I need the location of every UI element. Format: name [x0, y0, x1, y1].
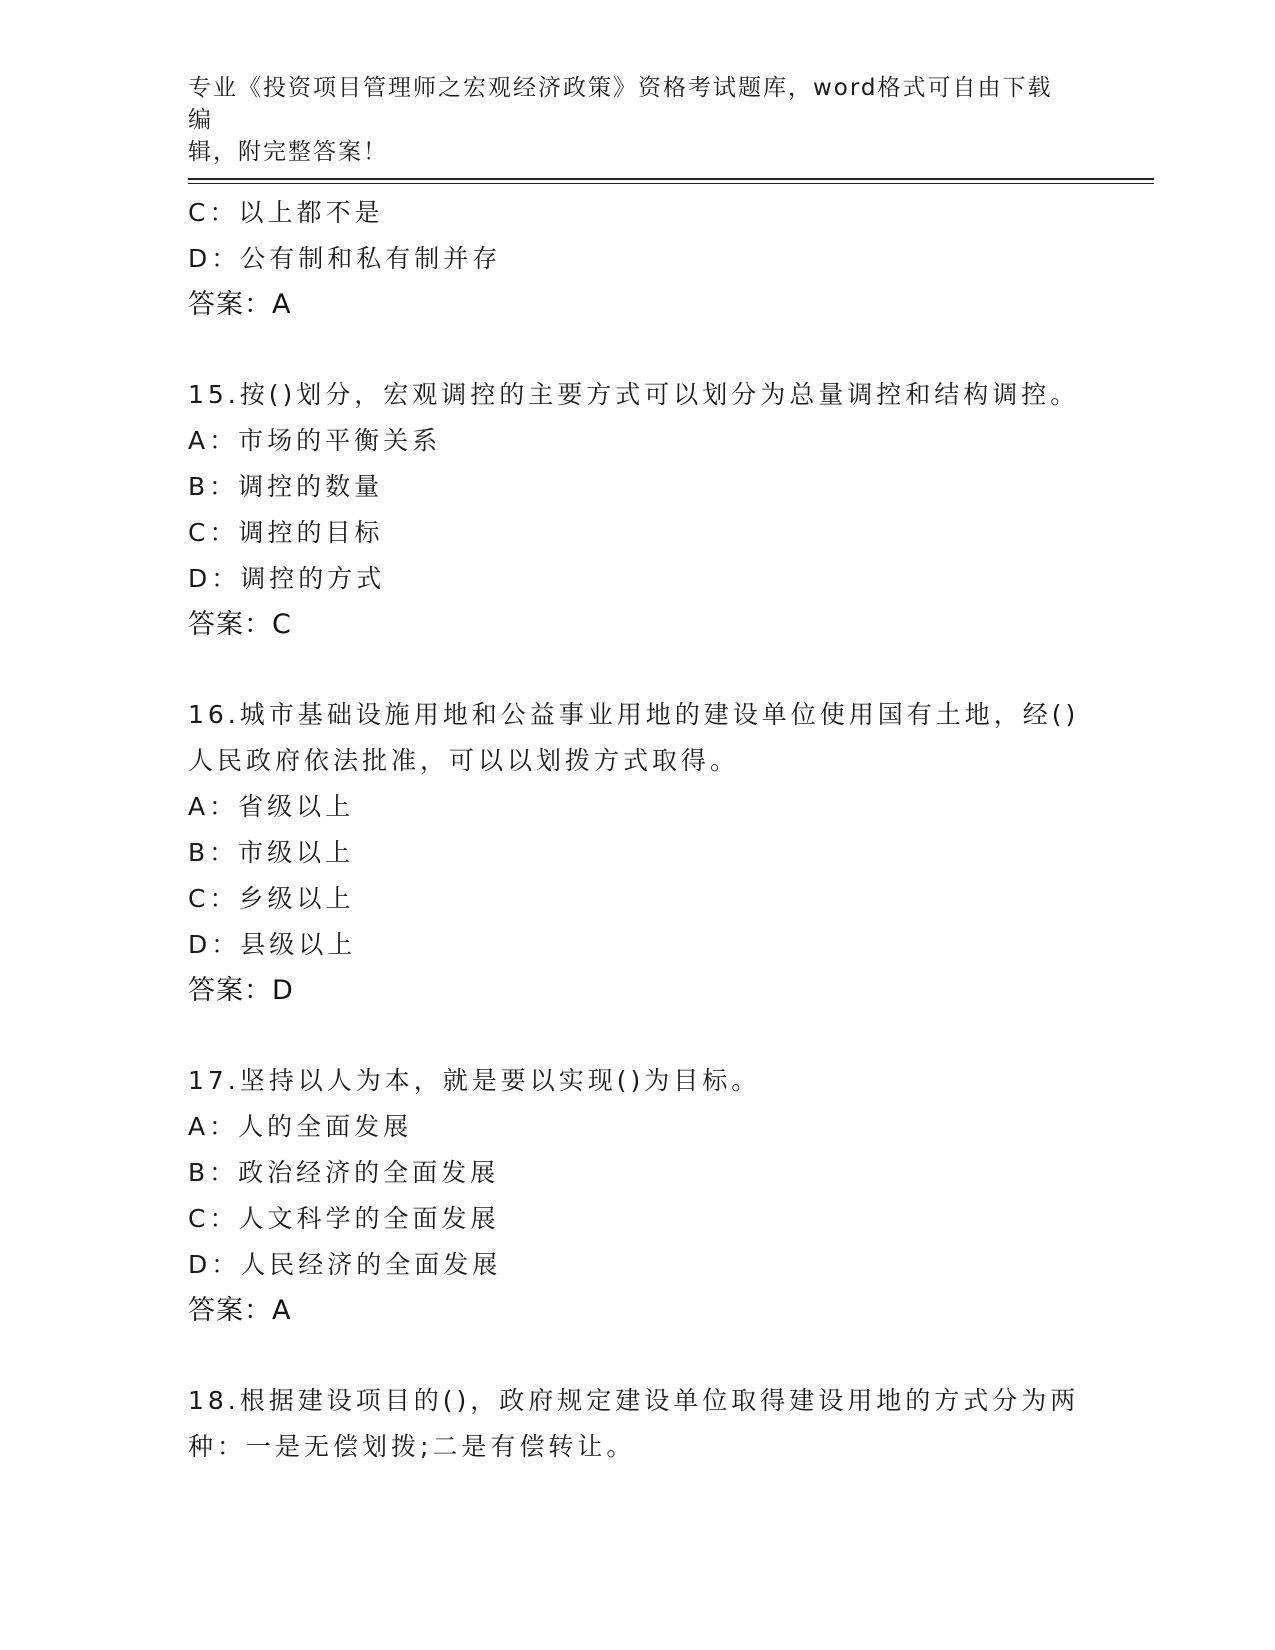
- answer-line: 答案：A: [188, 1295, 292, 1326]
- header-rule-thin: [188, 183, 1154, 184]
- question-text: 18.根据建设项目的()，政府规定建设单位取得建设用地的方式分为两: [188, 1386, 1080, 1415]
- option-d: D：调控的方式: [188, 564, 386, 593]
- option-c: C：以上都不是: [188, 198, 384, 227]
- option-c: C：人文科学的全面发展: [188, 1204, 500, 1233]
- page-header: [188, 72, 1068, 168]
- header-line-1: 专业《投资项目管理师之宏观经济政策》资格考试题库，word格式可自由下载编: [188, 75, 1053, 133]
- question-list: [188, 190, 1088, 1470]
- option-b: B：市级以上: [188, 838, 355, 867]
- question-18: [188, 1378, 1088, 1470]
- option-d: D：人民经济的全面发展: [188, 1250, 502, 1279]
- question-text-cont: 种：一是无偿划拨;二是有偿转让。: [188, 1432, 636, 1461]
- option-d: D：县级以上: [188, 930, 357, 959]
- option-b: B：政治经济的全面发展: [188, 1158, 500, 1187]
- answer-line: 答案：D: [188, 975, 294, 1006]
- option-c: C：调控的目标: [188, 518, 384, 547]
- answer-line: 答案：C: [188, 609, 292, 640]
- question-16: [188, 692, 1088, 1014]
- question-text: 17.坚持以人为本，就是要以实现()为目标。: [188, 1066, 761, 1095]
- option-d: D：公有制和私有制并存: [188, 244, 502, 273]
- option-a: A：人的全面发展: [188, 1112, 413, 1141]
- question-text: 16.城市基础设施用地和公益事业用地的建设单位使用国有土地，经(): [188, 700, 1080, 729]
- option-b: B：调控的数量: [188, 472, 384, 501]
- spacer: [188, 1334, 1088, 1378]
- question-17: [188, 1058, 1088, 1334]
- spacer: [188, 648, 1088, 692]
- option-a: A：市场的平衡关系: [188, 426, 442, 455]
- spacer: [188, 1014, 1088, 1058]
- question-text-cont: 人民政府依法批准，可以以划拨方式取得。: [188, 746, 740, 775]
- answer-line: 答案：A: [188, 289, 292, 320]
- question-text: 15.按()划分，宏观调控的主要方式可以划分为总量调控和结构调控。: [188, 380, 1080, 409]
- question-partial: [188, 190, 1088, 328]
- question-15: [188, 372, 1088, 648]
- option-c: C：乡级以上: [188, 884, 355, 913]
- option-a: A：省级以上: [188, 792, 355, 821]
- header-line-2: 辑，附完整答案！: [188, 139, 388, 165]
- spacer: [188, 328, 1088, 372]
- header-rule: [188, 178, 1154, 180]
